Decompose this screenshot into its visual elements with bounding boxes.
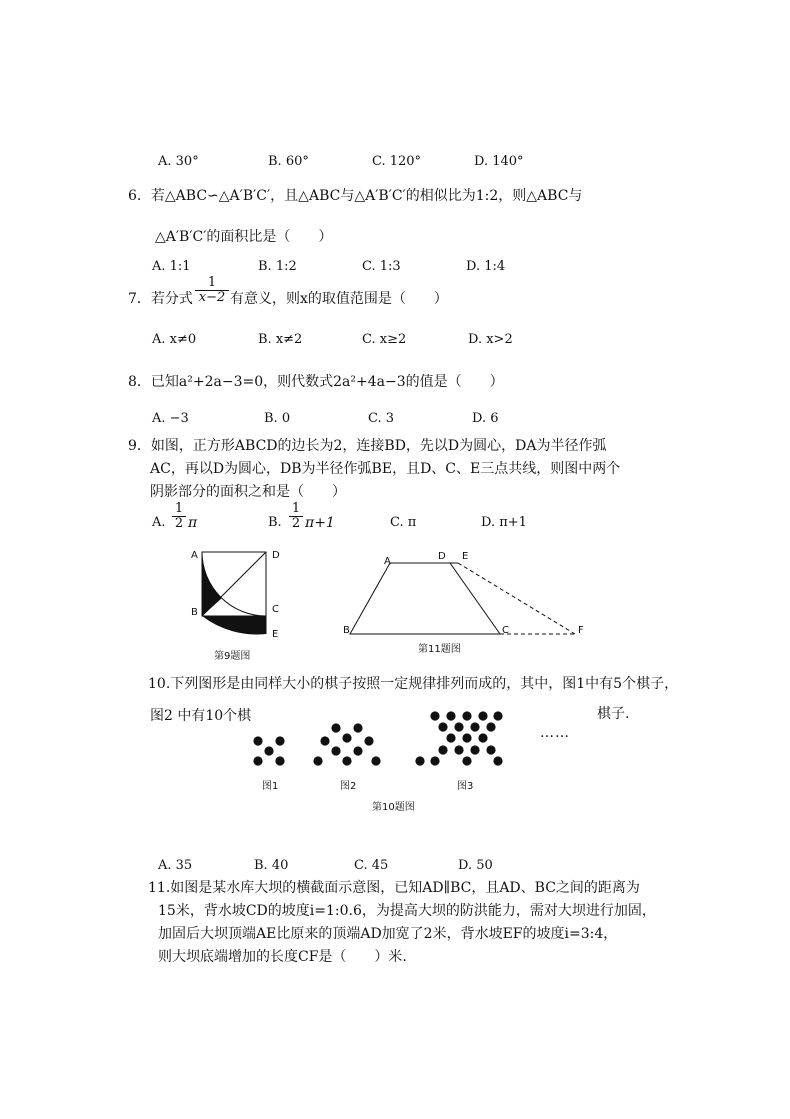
checker-piece: [430, 711, 439, 720]
checker-piece: [493, 756, 502, 765]
checker-piece: [478, 711, 487, 720]
checker-piece: [320, 736, 329, 745]
figure-9: [202, 552, 268, 636]
checker-piece: [342, 756, 351, 765]
q7-fraction-numerator: 1: [207, 275, 217, 290]
fig9-label-c: C: [272, 604, 279, 615]
q5-option-a: A. 30°: [158, 154, 199, 169]
fig11-label-c: C: [502, 625, 509, 636]
q9-option-b-numerator: 1: [291, 501, 301, 516]
q7-option-b: B. x≠2: [258, 332, 303, 347]
q10-figure-caption: 第10题图: [372, 802, 415, 813]
fig9-label-a: A: [191, 550, 198, 561]
q11-text-line4: 则大坝底端增加的长度CF是（ ）米.: [158, 949, 407, 965]
q9-option-a-label: A.: [152, 515, 166, 530]
checker-piece: [264, 746, 273, 755]
shaded-region-bottom: [202, 616, 266, 634]
q10-option-b: B. 40: [254, 858, 289, 873]
q9-text-line3: 阴影部分的面积之和是（ ）: [150, 484, 346, 500]
fig9-label-b: B: [191, 607, 198, 618]
checker-piece: [342, 733, 351, 742]
checker-piece: [331, 723, 340, 732]
q10-text-line1: 10.下列图形是由同样大小的棋子按照一定规律排列而成的，其中，图1中有5个棋子，: [148, 676, 679, 692]
q9-option-a-pi: π: [188, 515, 198, 531]
q9-text-line2: AC，再以D为圆心，DB为半径作弧BE，且D、C、E三点共线，则图中两个: [150, 461, 621, 477]
q9-option-d: D. π+1: [481, 515, 527, 530]
checker-piece: [454, 722, 463, 731]
q7-option-d: D. x>2: [468, 332, 513, 347]
q10-fig1-label: 图1: [262, 781, 279, 792]
diagonal-bd: [202, 552, 266, 616]
q9-option-b-label: B.: [268, 515, 282, 530]
fig9-label-e: E: [272, 629, 279, 640]
checker-piece: [462, 711, 471, 720]
checker-piece: [371, 756, 380, 765]
q5-option-b: B. 60°: [268, 154, 309, 169]
q7-fraction-denominator: x−2: [195, 290, 229, 305]
q7-prefix: 7．若分式: [128, 291, 193, 307]
checker-piece: [275, 736, 284, 745]
q10-ellipsis: ……: [540, 725, 570, 741]
q8-text: 8．已知a²+2a−3=0，则代数式2a²+4a−3的值是（ ）: [128, 374, 504, 390]
q7-fraction: [195, 276, 229, 305]
q6-text-line1: 6．若△ABC∽△A′B′C′，且△ABC与△A′B′C′的相似比为1:2，则△ABC与: [128, 188, 583, 204]
q6-option-a: A. 1:1: [152, 259, 191, 274]
q10-option-c: C. 45: [354, 858, 389, 873]
checker-piece: [253, 736, 262, 745]
q7-option-c: C. x≥2: [362, 332, 407, 347]
q8-option-d: D. 6: [472, 411, 499, 426]
q9-option-a-denominator: 2: [172, 516, 186, 531]
checker-piece: [430, 756, 439, 765]
checker-piece: [462, 756, 471, 765]
q8-option-c: C. 3: [368, 411, 395, 426]
q11-text-line2: 15米，背水坡CD的坡度i=1:0.6，为提高大坝的防洪能力，需对大坝进行加固，: [158, 903, 656, 919]
q6-option-c: C. 1:3: [362, 259, 401, 274]
checker-piece: [438, 722, 447, 731]
trapezoid-abcd: [350, 563, 500, 634]
q9-option-b-suffix: π+1: [305, 515, 335, 531]
q11-text-line1: 11.如图是某水库大坝的横截面示意图，已知AD∥BC，且AD、BC之间的距离为: [148, 880, 640, 896]
q10-pattern-1: [250, 736, 290, 768]
checker-piece: [353, 723, 362, 732]
fig9-label-d: D: [272, 550, 280, 561]
fig11-label-d: D: [438, 551, 446, 562]
checker-piece: [313, 756, 322, 765]
q10-option-a: A. 35: [158, 858, 193, 873]
checker-piece: [486, 722, 495, 731]
checker-piece: [438, 745, 447, 754]
q9-option-c: C. π: [390, 515, 417, 530]
q9-option-b-denominator: 2: [289, 516, 303, 531]
figure-11: [350, 560, 580, 640]
q10-pattern-3: [412, 706, 516, 770]
q6-text-line2: △A′B′C′的面积比是（ ）: [155, 229, 333, 245]
fig11-label-e: E: [462, 551, 469, 562]
checker-piece: [493, 711, 502, 720]
q5-option-c: C. 120°: [372, 154, 422, 169]
checker-piece: [446, 711, 455, 720]
checker-piece: [253, 756, 262, 765]
fig11-label-f: F: [578, 625, 584, 636]
q7-suffix: 有意义，则x的取值范围是（ ）: [230, 291, 448, 307]
q7-option-a: A. x≠0: [152, 332, 197, 347]
checker-piece: [470, 745, 479, 754]
checker-piece: [353, 746, 362, 755]
q8-option-a: A. −3: [152, 411, 189, 426]
checker-piece: [415, 756, 424, 765]
checker-piece: [454, 745, 463, 754]
q11-text-line3: 加固后大坝顶端AE比原来的顶端AD加宽了2米，背水坡EF的坡度i=3:4，: [158, 926, 618, 942]
q10-fig2-label: 图2: [340, 781, 357, 792]
q9-text-line1: 9．如图，正方形ABCD的边长为2，连接BD，先以D为圆心，DA为半径作弧: [128, 438, 607, 454]
checker-piece: [462, 733, 471, 742]
q10-text-line2-right: 棋子.: [597, 706, 630, 722]
checker-piece: [364, 736, 373, 745]
checker-piece: [275, 756, 284, 765]
fig11-label-a: A: [384, 556, 391, 567]
checker-piece: [478, 733, 487, 742]
checker-piece: [331, 746, 340, 755]
q6-option-d: D. 1:4: [466, 259, 506, 274]
q9-option-b-fraction: [289, 502, 303, 531]
checker-piece: [486, 745, 495, 754]
q10-option-d: D. 50: [458, 858, 493, 873]
checker-piece: [470, 722, 479, 731]
fig11-caption: 第11题图: [418, 644, 461, 655]
q10-text-line2-left: 图2 中有10个棋: [150, 708, 252, 724]
fig9-caption: 第9题图: [214, 651, 251, 662]
q10-fig3-label: 图3: [457, 781, 474, 792]
checker-piece: [446, 733, 455, 742]
q5-option-d: D. 140°: [474, 154, 524, 169]
fig11-label-b: B: [343, 625, 350, 636]
q9-option-a-numerator: 1: [174, 501, 184, 516]
q8-option-b: B. 0: [264, 411, 291, 426]
q10-pattern-2: [312, 720, 384, 768]
q6-option-b: B. 1:2: [258, 259, 297, 274]
q9-option-a-fraction: [172, 502, 186, 531]
